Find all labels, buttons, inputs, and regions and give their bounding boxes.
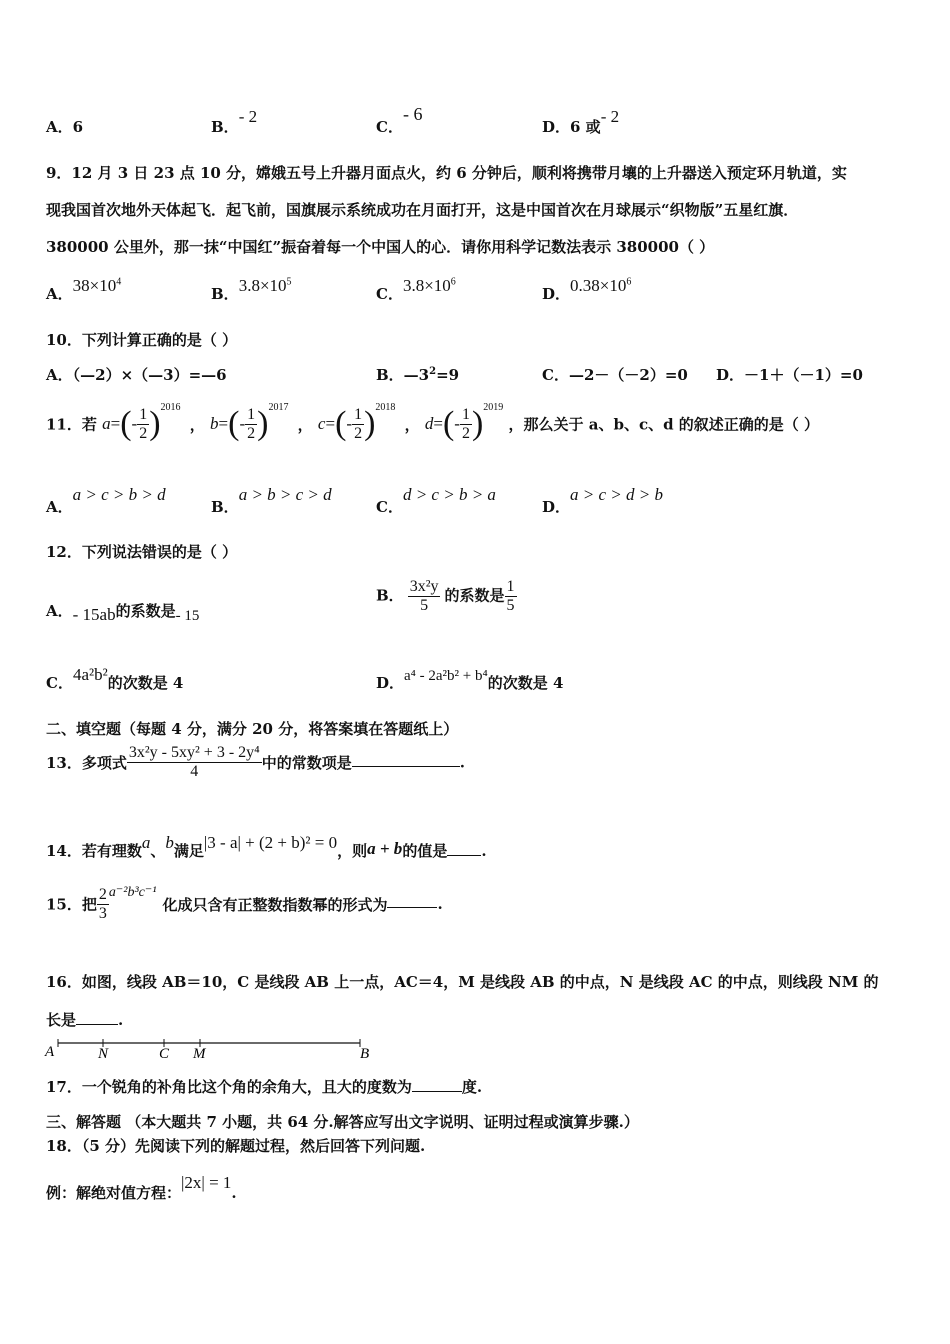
label-c: C (159, 1046, 170, 1062)
q10-option-a: A．（—2）×（—3）=—6 (46, 366, 227, 384)
q10-option-b: B．$—3^2=9$ (376, 366, 460, 384)
q15-answer-blank[interactable] (387, 895, 437, 908)
q9-option-a: A．$38\times 10^4$ (46, 276, 122, 303)
q9-line-3: 380000 公里外，那一抹“中国红”振奋着每一个中国人的心．请你用科学记数法表示 380000（ ） (46, 238, 715, 256)
section-2-heading: 二、填空题（每题 4 分，满分 20 分，将答案填在答题纸上） (46, 720, 459, 738)
q8-option-a: A．6 (46, 118, 84, 136)
q15: 15．把 $\frac{2}{3}$ a⁻²b³c⁻¹化成只含有正整数指数幂的形式为 . (46, 885, 443, 922)
q16-line-1: 16．如图，线段 AB＝10，C 是线段 AB 上一点，AC＝4，M 是线段 AB 的中点，N 是线段 AC 的中点，则线段 NM 的 (46, 973, 879, 991)
q8-option-b: B．- 2 (211, 107, 258, 136)
segment-diagram (40, 1034, 380, 1064)
q9-line-1: 9．12 月 3 日 23 点 10 分，嫦娥五号上升器月面点火，约 6 分钟后，顺利将携带月壤的上升器送入预定环月轨道，实 (46, 164, 847, 182)
q14-answer-blank[interactable] (447, 843, 481, 856)
q10-stem: 10．下列计算正确的是（ ） (46, 331, 238, 349)
q8-option-c: C．- 6 (376, 104, 423, 136)
q12-option-c: C．4a²b²的次数是 4 (46, 665, 184, 692)
label-m: M (193, 1046, 206, 1062)
q12-option-a: A．- 15ab的系数是- 15 (46, 602, 200, 624)
q13: 13．多项式 $\frac{\text{3x²y - 5xy² + 3 - 2y⁴}}{4}$ 中的常数项是 . (46, 744, 465, 780)
q8-option-d: D．6 或- 2 (542, 107, 620, 136)
q17: 17．一个锐角的补角比这个角的余角大，且大的度数为 度. (46, 1078, 483, 1096)
q18: 18．（5 分）先阅读下列的解题过程，然后回答下列问题. (46, 1137, 426, 1155)
label-n: N (98, 1046, 109, 1062)
q16-answer-blank[interactable] (76, 1012, 118, 1025)
q16-line-2: 长是 . (46, 1011, 124, 1029)
q12-stem: 12．下列说法错误的是（ ） (46, 543, 238, 561)
q10-option-d: D．－1＋（－1）=0 (716, 366, 863, 384)
example-line: 例：解绝对值方程：|2x| = 1. (46, 1173, 237, 1202)
q11-option-d: D．a > c > d > b (542, 485, 663, 516)
q17-answer-blank[interactable] (412, 1079, 462, 1092)
q11-option-b: B．a > b > c > d (211, 485, 332, 516)
q9-line-2: 现我国首次地外天体起飞．起飞前，国旗展示系统成功在月面打开，这是中国首次在月球展示“织物版”五星红旗． (46, 201, 799, 219)
q12-option-d: D．a⁴ - 2a²b² + b⁴的次数是 4 (376, 668, 564, 692)
label-a: A (45, 1044, 55, 1060)
q9-option-c: C．$3.8\times 10^6$ (376, 276, 456, 303)
q11-stem: 11．若 a=(- $\frac{1}{2}$ )$^{2016}$ ， b=(- $\frac{1}{2}$ )$^{2017}$ ， c=(- $\frac{1}{2}$ )$^{2018}$ ， d=(- $\frac{1}{2}$ )$^{2019}$ ，那么关于 a、b、c、d 的叙述正确的是（ ） (46, 402, 820, 442)
q9-option-d: D．$0.38\times 10^6$ (542, 276, 632, 303)
q10-option-c: C．—2－（－2）=0 (542, 366, 688, 384)
q14: 14．若有理数a、b满足|3 - a| + (2 + b)² = 0，则a + b的值是 . (46, 833, 487, 860)
q13-answer-blank[interactable] (352, 754, 460, 767)
label-b: B (360, 1046, 370, 1062)
q11-option-a: A．a > c > b > d (46, 485, 166, 516)
q12-option-b: B． $\frac{\text{3x²y}}{5}$ 的系数是 $\frac{1}{5}$ (376, 578, 515, 614)
q9-option-b: B．$3.8\times 10^5$ (211, 276, 292, 303)
section-3-heading: 三、解答题 （本大题共 7 小题，共 64 分.解答应写出文字说明、证明过程或演算步骤.） (46, 1113, 639, 1131)
q11-option-c: C．d > c > b > a (376, 485, 496, 516)
